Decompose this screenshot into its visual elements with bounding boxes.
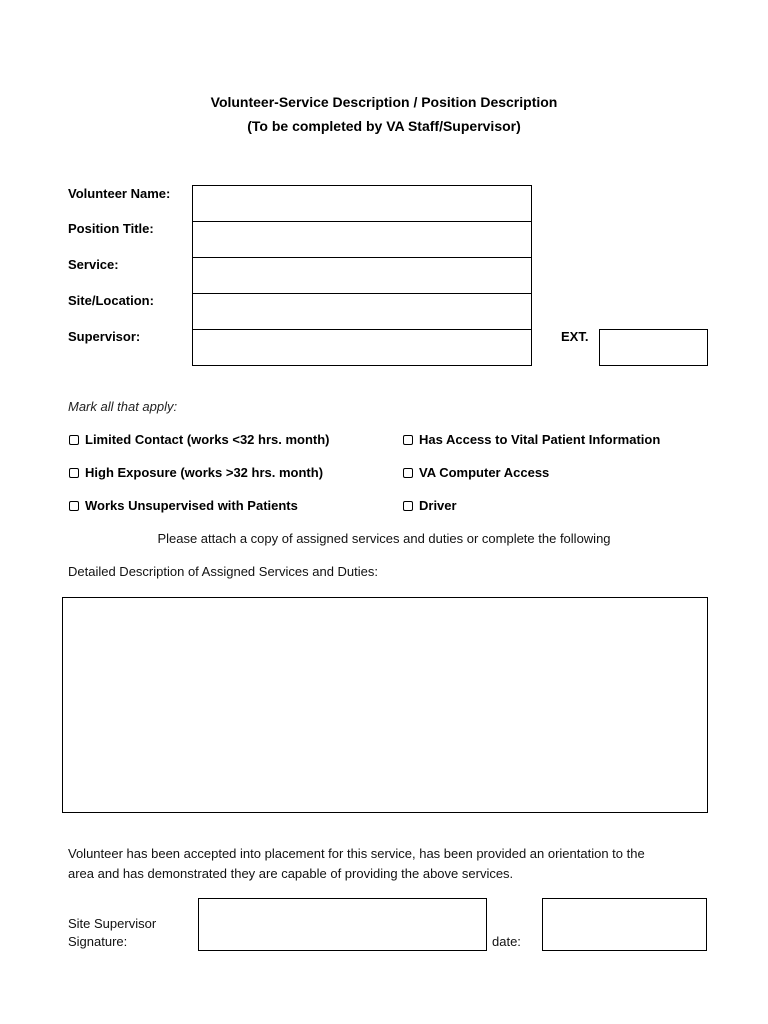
signature-field[interactable] bbox=[198, 898, 487, 951]
page-subtitle: (To be completed by VA Staff/Supervisor) bbox=[247, 118, 521, 134]
date-label: date: bbox=[492, 934, 521, 949]
checkbox-icon[interactable] bbox=[403, 501, 413, 511]
option-label: Works Unsupervised with Patients bbox=[85, 498, 298, 513]
checkbox-icon[interactable] bbox=[403, 435, 413, 445]
option-label: VA Computer Access bbox=[419, 465, 550, 480]
checkbox-icon[interactable] bbox=[403, 468, 413, 478]
checkbox-icon[interactable] bbox=[69, 435, 79, 445]
checkbox-icon[interactable] bbox=[69, 468, 79, 478]
ext-label: EXT. bbox=[561, 329, 589, 344]
volunteer-name-field[interactable] bbox=[192, 185, 532, 222]
ext-field[interactable] bbox=[599, 329, 708, 366]
option-va-computer-access[interactable] bbox=[403, 465, 549, 480]
option-driver[interactable] bbox=[403, 498, 457, 513]
attach-note: Please attach a copy of assigned services and duties or complete the following bbox=[157, 531, 611, 546]
site-location-label: Site/Location: bbox=[68, 293, 154, 308]
option-label: Has Access to Vital Patient Information bbox=[419, 432, 661, 447]
option-label: Driver bbox=[419, 498, 457, 513]
service-field[interactable] bbox=[192, 257, 532, 294]
date-field[interactable] bbox=[542, 898, 707, 951]
mark-all-prompt: Mark all that apply: bbox=[68, 399, 178, 414]
option-works-unsupervised[interactable] bbox=[69, 498, 298, 513]
detail-description-label: Detailed Description of Assigned Services and Duties: bbox=[68, 564, 378, 579]
service-label: Service: bbox=[68, 257, 119, 272]
option-limited-contact[interactable] bbox=[69, 432, 330, 447]
detail-description-textarea[interactable] bbox=[62, 597, 708, 813]
position-title-label: Position Title: bbox=[68, 221, 154, 236]
acceptance-line-2: area and has demonstrated they are capable of providing the above services. bbox=[68, 866, 514, 881]
signature-label: Signature: bbox=[68, 934, 128, 949]
option-high-exposure[interactable] bbox=[69, 465, 323, 480]
checkbox-icon[interactable] bbox=[69, 501, 79, 511]
supervisor-field[interactable] bbox=[192, 329, 532, 366]
option-vital-patient-info[interactable] bbox=[403, 432, 660, 447]
acceptance-line-1: Volunteer has been accepted into placement for this service, has been provided an orientation to the bbox=[68, 846, 645, 861]
supervisor-label: Supervisor: bbox=[68, 329, 141, 344]
volunteer-name-label: Volunteer Name: bbox=[68, 186, 171, 201]
position-title-field[interactable] bbox=[192, 221, 532, 258]
option-label: High Exposure (works >32 hrs. month) bbox=[85, 465, 324, 480]
option-label: Limited Contact (works <32 hrs. month) bbox=[85, 432, 330, 447]
site-supervisor-label: Site Supervisor bbox=[68, 916, 157, 931]
page-title: Volunteer-Service Description / Position Description bbox=[210, 94, 558, 110]
site-location-field[interactable] bbox=[192, 293, 532, 330]
